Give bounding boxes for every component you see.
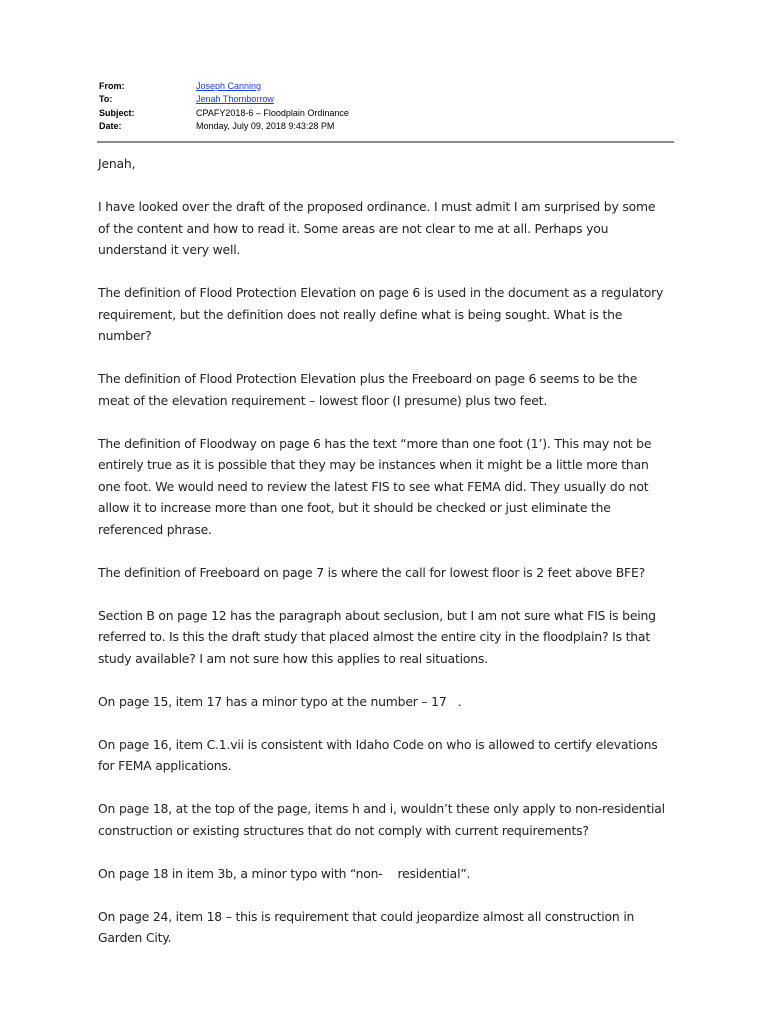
subject-row — [99, 106, 674, 120]
greeting: Jenah, — [98, 156, 136, 171]
email-header — [99, 79, 674, 133]
body-paragraph: The definition of Flood Protection Elevation plus the Freeboard on page 6 seems to be the meat of the elevation requirement – lowest floor (I presume) plus two feet. — [98, 371, 638, 408]
body-paragraph: Section B on page 12 has the paragraph about seclusion, but I am not sure what FIS is being referred to. Is this the draft study that placed almost the entire city in the floodplain? Is that study available? I am not sure how this applies to real situations. — [98, 607, 656, 666]
body-paragraph: I have looked over the draft of the proposed ordinance. I must admit I am surprised by some of the content and how to read it. Some areas are not clear to me at all. Perhaps you understand it very well. — [98, 199, 656, 257]
date-label: Date: — [99, 121, 122, 132]
body-paragraph: On page 15, item 17 has a minor typo at the number – 17 . — [98, 693, 462, 709]
from-link[interactable]: Joseph Canning — [196, 80, 262, 91]
body-paragraph: The definition of Freeboard on page 7 is where the call for lowest floor is 2 feet above BFE? — [98, 564, 645, 580]
body-paragraph: On page 16, item C.1.vii is consistent with Idaho Code on who is allowed to certify elevations for FEMA applications. — [98, 736, 658, 773]
body-paragraph: On page 18, at the top of the page, items h and i, wouldn’t these only apply to non-residential construction or existing structures that do not comply with current requirements? — [98, 801, 665, 838]
body-paragraph: On page 18 in item 3b, a minor typo with “non- residential”. — [98, 865, 471, 881]
to-row — [99, 93, 674, 107]
subject-value: CPAFY2018-6 – Floodplain Ordinance — [196, 107, 349, 118]
date-row — [99, 120, 674, 134]
header-divider — [97, 141, 674, 143]
from-label: From: — [99, 80, 125, 91]
date-value: Monday, July 09, 2018 9:43:28 PM — [196, 121, 335, 132]
from-row — [99, 79, 674, 93]
body-paragraph: The definition of Flood Protection Elevation on page 6 is used in the document as a regulatory requirement, but the definition does not really define what is being sought. What is the number? — [98, 285, 664, 343]
to-link[interactable]: Jenah Thornborrow — [196, 94, 274, 105]
body-paragraph: The definition of Floodway on page 6 has the text “more than one foot (1’). This may not be entirely true as it is possible that they may be instances when it might be a little more than one foot. We would need to review the latest FIS to see what FEMA did. They usually do not allow it to increase more than one foot, but it should be checked or just eliminate the referenced phrase. — [98, 435, 652, 537]
body-paragraph: On page 24, item 18 – this is requirement that could jeopardize almost all construction in Garden City. — [98, 908, 635, 945]
to-label: To: — [99, 94, 113, 105]
subject-label: Subject: — [99, 107, 135, 118]
email-body — [98, 153, 670, 970]
